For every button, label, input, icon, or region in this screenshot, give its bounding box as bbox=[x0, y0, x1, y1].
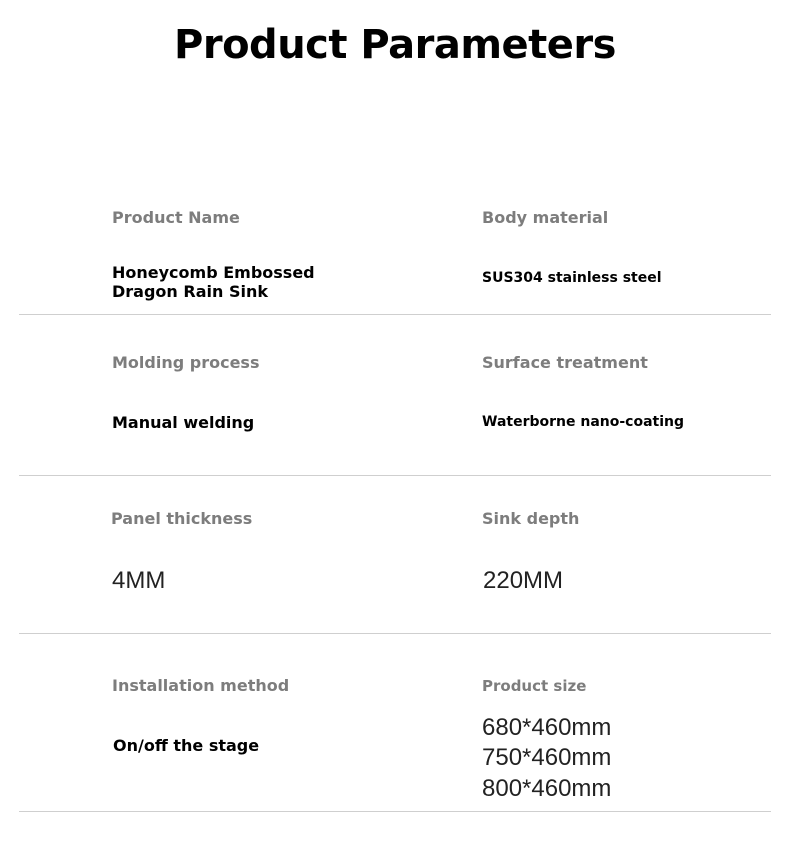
param-value-panel-thickness: 4MM bbox=[112, 567, 166, 594]
param-value-installation-method: On/off the stage bbox=[113, 736, 260, 755]
param-label-installation-method: Installation method bbox=[112, 676, 290, 695]
param-label-product-size: Product size bbox=[482, 677, 587, 695]
row-divider bbox=[19, 475, 771, 476]
param-label-product-name: Product Name bbox=[112, 208, 240, 227]
param-value-body-material: SUS304 stainless steel bbox=[482, 270, 662, 286]
page-title: Product Parameters bbox=[174, 22, 616, 68]
product-size-option: 750*460mm bbox=[482, 744, 612, 771]
param-value-surface-treatment: Waterborne nano-coating bbox=[482, 414, 685, 430]
param-label-sink-depth: Sink depth bbox=[482, 509, 580, 528]
row-divider bbox=[19, 811, 771, 812]
product-size-option: 680*460mm bbox=[482, 714, 612, 741]
row-divider bbox=[19, 314, 771, 315]
param-label-surface-treatment: Surface treatment bbox=[482, 353, 648, 372]
param-value-sink-depth: 220MM bbox=[483, 567, 564, 594]
param-label-panel-thickness: Panel thickness bbox=[111, 509, 253, 528]
param-label-body-material: Body material bbox=[482, 208, 609, 227]
param-value-molding-process: Manual welding bbox=[112, 413, 255, 432]
param-value-product-name: Honeycomb Embossed Dragon Rain Sink bbox=[112, 263, 315, 301]
product-size-option: 800*460mm bbox=[482, 775, 612, 802]
param-label-molding-process: Molding process bbox=[112, 353, 260, 372]
row-divider bbox=[19, 633, 771, 634]
